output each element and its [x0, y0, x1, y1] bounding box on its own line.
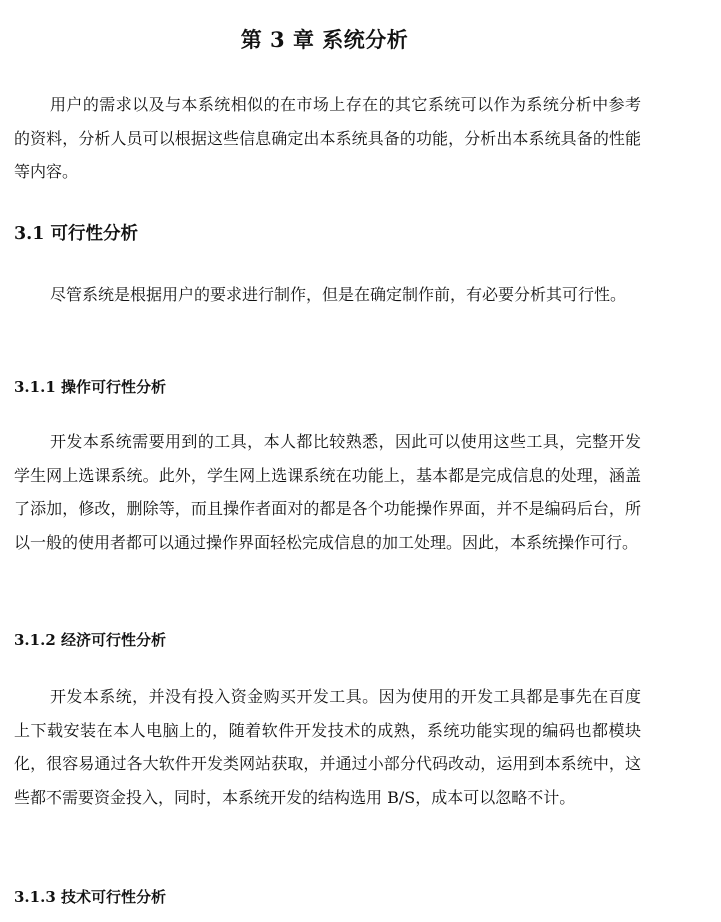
section-3-1-paragraph: 尽管系统是根据用户的要求进行制作，但是在确定制作前，有必要分析其可行性。 [50, 285, 627, 304]
section-3-1-1-heading: 3.1.1 操作可行性分析 [14, 378, 166, 396]
section-3-1-2-heading: 3.1.2 经济可行性分析 [14, 631, 166, 649]
chapter-title: 第 3 章 系统分析 [240, 27, 409, 52]
section-3-1-heading: 3.1 可行性分析 [14, 224, 139, 244]
intro-paragraph: 用户的需求以及与本系统相似的在市场上存在的其它系统可以作为系统分析中参考的资料，分析人员可以根据这些信息确定出本系统具备的功能，分析出本系统具备的性能等内容。 [14, 95, 641, 181]
section-3-1-2-paragraph: 开发本系统，并没有投入资金购买开发工具。因为使用的开发工具都是事先在百度上下载安装在本人电脑上的，随着软件开发技术的成熟，系统功能实现的编码也都模块化，很容易通过各大软件开发类网站获取，并通过小部分代码改动，运用到本系统中，这些都不需要资金投入，同时，本系统开发的结构选用 B/S，成本可以忽略不计。 [14, 687, 641, 807]
section-3-1-3-heading: 3.1.3 技术可行性分析 [14, 888, 166, 906]
section-3-1-1-paragraph: 开发本系统需要用到的工具，本人都比较熟悉，因此可以使用这些工具，完整开发学生网上选课系统。此外，学生网上选课系统在功能上，基本都是完成信息的处理，涵盖了添加，修改，删除等，而且操作者面对的都是各个功能操作界面，并不是编码后台，所以一般的使用者都可以通过操作界面轻松完成信息的加工处理。因此，本系统操作可行。 [14, 432, 641, 552]
